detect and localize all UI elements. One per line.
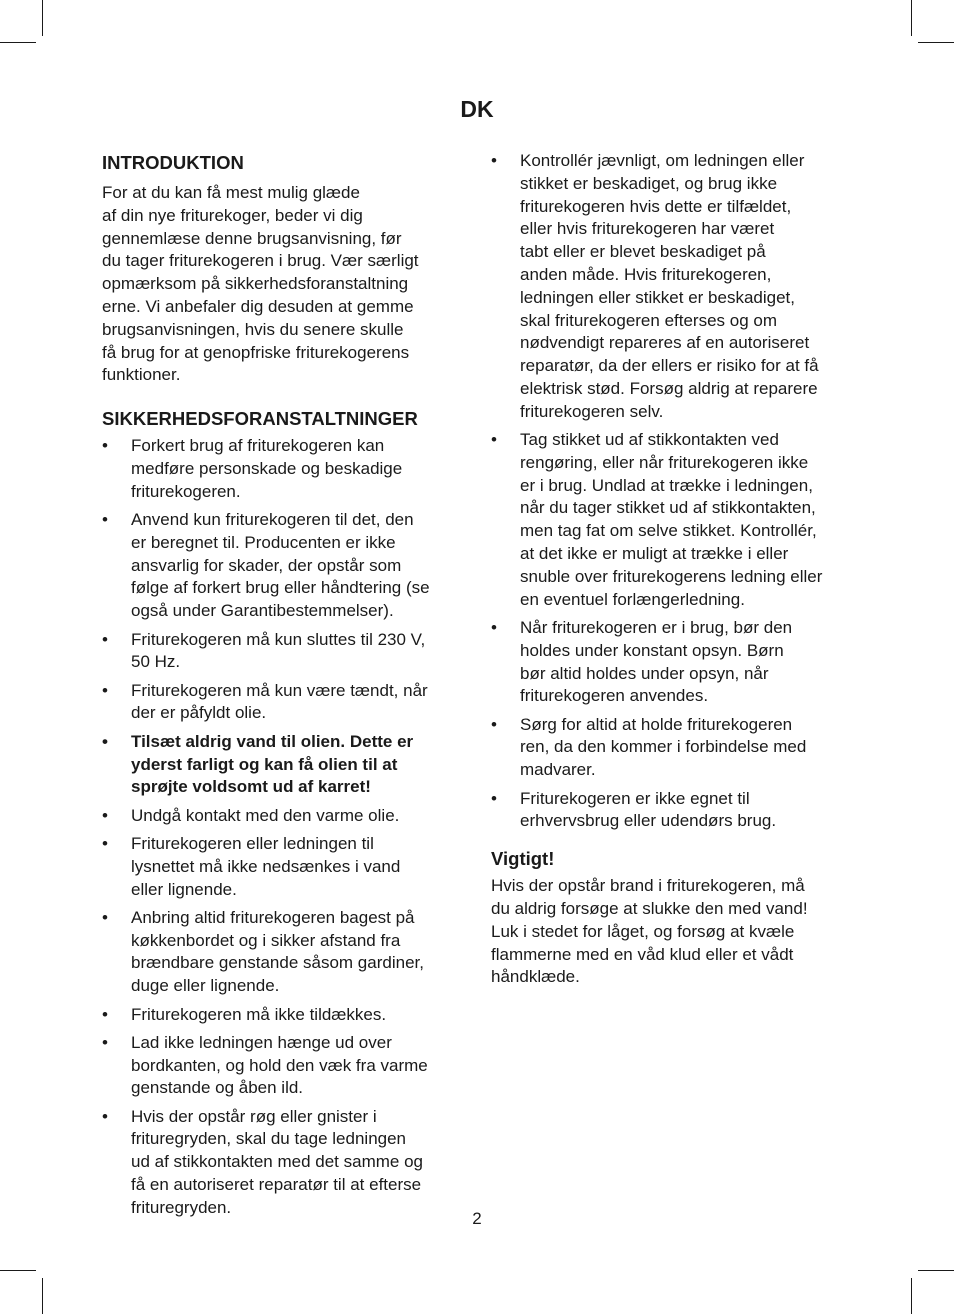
safety-item: [491, 617, 856, 708]
safety-heading: SIKKERHEDSFORANSTALTNINGER: [102, 408, 418, 430]
text-line: elektrisk stød. Forsøg aldrig at reparere: [520, 378, 818, 398]
page-number: 2: [472, 1209, 482, 1228]
text-line: Hvis der opstår røg eller gnister i: [131, 1106, 377, 1126]
bullet-icon: •: [102, 680, 108, 700]
text-line: bordkanten, og hold den væk fra varme: [131, 1055, 428, 1075]
text-line: følge af forkert brug eller håndtering (se: [131, 578, 430, 598]
crop-mark: [42, 1278, 43, 1314]
text-line: tabt eller er blevet beskadiget på: [520, 242, 766, 262]
text-line: ren, da den kommer i forbindelse med: [520, 737, 807, 757]
text-line: funktioner.: [102, 365, 181, 385]
text-line: flammerne med en våd klud eller et vådt: [491, 944, 794, 964]
intro-paragraph: [102, 182, 460, 387]
safety-item-text: [131, 1005, 386, 1024]
safety-item: [491, 429, 856, 611]
safety-item-text: [131, 630, 425, 672]
text-line: medføre personskade og beskadige: [131, 458, 403, 478]
bullet-icon: •: [102, 805, 108, 825]
text-line: ud af stikkontakten med det samme og: [131, 1152, 423, 1172]
bullet-icon: •: [491, 788, 497, 808]
safety-item-text: [131, 834, 400, 899]
safety-item-text: [520, 715, 806, 780]
text-line: sprøjte voldsomt ud af karret!: [131, 777, 371, 797]
bullet-icon: •: [102, 1106, 108, 1126]
safety-item: [102, 1004, 460, 1027]
text-line: reparatør, da der ellers er risiko for at få: [520, 356, 819, 376]
safety-item-text: [131, 806, 399, 825]
bullet-icon: •: [491, 151, 497, 170]
text-line: snuble over friturekogerens ledning eller: [520, 566, 823, 586]
text-line: at det ikke er muligt at trække i eller: [520, 544, 789, 564]
text-line: Friturekogeren er ikke egnet til: [520, 788, 750, 808]
text-line: ansvarlig for skader, der opstår som: [131, 555, 402, 575]
bullet-icon: •: [102, 907, 108, 927]
bullet-icon: •: [102, 1032, 108, 1052]
safety-item: [102, 435, 460, 503]
bullet-icon: •: [102, 436, 108, 456]
text-line: Friturekogeren må kun sluttes til 230 V,: [131, 629, 426, 649]
important-paragraph: [491, 875, 856, 989]
crop-mark: [911, 0, 912, 36]
text-line: er i brug. Undlad at trække i ledningen,: [520, 475, 813, 495]
text-line: erhvervsbrug eller udendørs brug.: [520, 811, 777, 831]
text-line: håndklæde.: [491, 967, 580, 987]
safety-item-text: [131, 908, 424, 995]
text-line: stikket er beskadiget, og brug ikke: [520, 173, 778, 193]
text-line: frituregryden, skal du tage ledningen: [131, 1129, 407, 1149]
safety-list: [102, 435, 460, 1220]
text-line: eller lignende.: [131, 879, 237, 899]
bullet-icon: •: [491, 714, 497, 734]
safety-item: [102, 1032, 460, 1100]
text-line: For at du kan få mest mulig glæde: [102, 183, 360, 202]
text-line: genstande og åben ild.: [131, 1078, 304, 1098]
text-line: 50 Hz.: [131, 652, 181, 672]
text-line: også under Garantibestemmelser).: [131, 601, 394, 621]
text-line: er beregnet til. Producenten er ikke: [131, 532, 396, 552]
safety-item: [102, 907, 460, 998]
text-line: men tag fat om selve stikket. Kontrollér,: [520, 521, 817, 541]
text-line: yderst farligt og kan få olien til at: [131, 754, 398, 774]
text-line: bør altid holdes under opsyn, når: [520, 663, 769, 683]
important-heading: Vigtigt!: [491, 848, 555, 870]
bullet-icon: •: [102, 731, 108, 751]
text-line: Når friturekogeren er i brug, bør den: [520, 617, 793, 637]
text-line: anden måde. Hvis friturekogeren,: [520, 264, 772, 284]
text-line: friturekogeren.: [131, 481, 241, 501]
text-line: køkkenbordet og i sikker afstand fra: [131, 930, 401, 950]
crop-mark: [918, 42, 954, 43]
safety-item-text: [131, 1107, 423, 1217]
text-line: lysnettet må ikke nedsænkes i vand: [131, 856, 401, 876]
text-line: Friturekogeren må kun være tændt, når: [131, 680, 428, 700]
text-line: du aldrig forsøge at slukke den med vand!: [491, 898, 808, 918]
safety-item: [491, 788, 856, 834]
safety-item-text: [520, 151, 819, 421]
text-line: eller hvis friturekogeren har været: [520, 219, 775, 239]
text-line: Luk i stedet for låget, og forsøg at kvæle: [491, 921, 795, 941]
safety-item: [102, 731, 460, 799]
text-line: duge eller lignende.: [131, 976, 280, 996]
intro-heading: INTRODUKTION: [102, 152, 244, 173]
text-line: Friturekogeren eller ledningen til: [131, 833, 374, 853]
text-line: friturekogeren selv.: [520, 401, 664, 421]
text-line: friturekogeren anvendes.: [520, 686, 709, 706]
text-line: Anbring altid friturekogeren bagest på: [131, 907, 415, 927]
text-line: ledningen eller stikket er beskadiget,: [520, 287, 795, 307]
bullet-icon: •: [102, 1004, 108, 1024]
safety-item-text: [131, 732, 413, 797]
text-line: Tag stikket ud af stikkontakten ved: [520, 430, 779, 450]
safety-item-text: [131, 510, 430, 620]
left-column: [102, 150, 460, 1225]
crop-mark: [42, 0, 43, 36]
text-line: Forkert brug af friturekogeren kan: [131, 436, 385, 456]
text-line: brugsanvisningen, hvis du senere skulle: [102, 319, 404, 339]
text-line: friturekogeren hvis dette er tilfældet,: [520, 196, 792, 216]
safety-item-text: [520, 430, 822, 609]
text-line: få en autoriseret reparatør til at efterse: [131, 1175, 422, 1195]
text-line: Hvis der opstår brand i friturekogeren, må: [491, 876, 805, 896]
text-line: Lad ikke ledningen hænge ud over: [131, 1032, 392, 1052]
crop-mark: [918, 1270, 954, 1271]
text-line: madvarer.: [520, 760, 596, 780]
text-line: Kontrollér jævnligt, om ledningen eller: [520, 151, 805, 170]
text-line: Sørg for altid at holde friturekogeren: [520, 714, 793, 734]
bullet-icon: •: [102, 833, 108, 853]
right-column: [491, 150, 856, 989]
crop-mark: [0, 1270, 36, 1271]
safety-item: [491, 150, 856, 424]
safety-item: [102, 805, 460, 828]
text-line: gennemlæse denne brugsanvisning, før: [102, 228, 402, 248]
safety-item: [102, 833, 460, 901]
text-line: frituregryden.: [131, 1197, 232, 1217]
crop-mark: [0, 42, 36, 43]
safety-item: [102, 509, 460, 623]
safety-item: [102, 1106, 460, 1220]
language-heading: DK: [460, 96, 494, 122]
text-line: brændbare genstande såsom gardiner,: [131, 953, 424, 973]
safety-item: [102, 680, 460, 726]
text-line: rengøring, eller når friturekogeren ikke: [520, 452, 809, 472]
text-line: Friturekogeren må ikke tildækkes.: [131, 1004, 387, 1024]
text-line: skal friturekogeren efterses og om: [520, 310, 778, 330]
safety-item: [491, 714, 856, 782]
text-line: erne. Vi anbefaler dig desuden at gemme: [102, 296, 414, 316]
safety-item-text: [520, 618, 792, 705]
text-line: når du tager stikket ud af stikkontakten,: [520, 498, 816, 518]
safety-item-text: [131, 681, 428, 723]
text-line: en eventuel forlængerledning.: [520, 589, 745, 609]
text-line: holdes under konstant opsyn. Børn: [520, 640, 784, 660]
text-line: nødvendigt repareres af en autoriseret: [520, 333, 810, 353]
safety-item-text: [131, 436, 402, 501]
text-line: der er påfyldt olie.: [131, 703, 267, 723]
text-line: Tilsæt aldrig vand til olien. Dette er: [131, 731, 414, 751]
crop-mark: [911, 1278, 912, 1314]
safety-list-continued: [491, 150, 856, 833]
text-line: Undgå kontakt med den varme olie.: [131, 805, 400, 825]
text-line: opmærksom på sikkerhedsforanstaltning: [102, 274, 409, 294]
bullet-icon: •: [102, 629, 108, 649]
bullet-icon: •: [491, 617, 497, 637]
text-line: få brug for at genopfriske friturekogerens: [102, 342, 410, 362]
bullet-icon: •: [102, 510, 108, 530]
text-line: af din nye friturekoger, beder vi dig: [102, 205, 363, 225]
safety-item-text: [131, 1033, 428, 1098]
safety-item: [102, 629, 460, 675]
safety-item-text: [520, 789, 776, 831]
text-line: Anvend kun friturekogeren til det, den: [131, 510, 414, 530]
text-line: du tager friturekogeren i brug. Vær særligt: [102, 251, 419, 271]
bullet-icon: •: [491, 430, 497, 450]
